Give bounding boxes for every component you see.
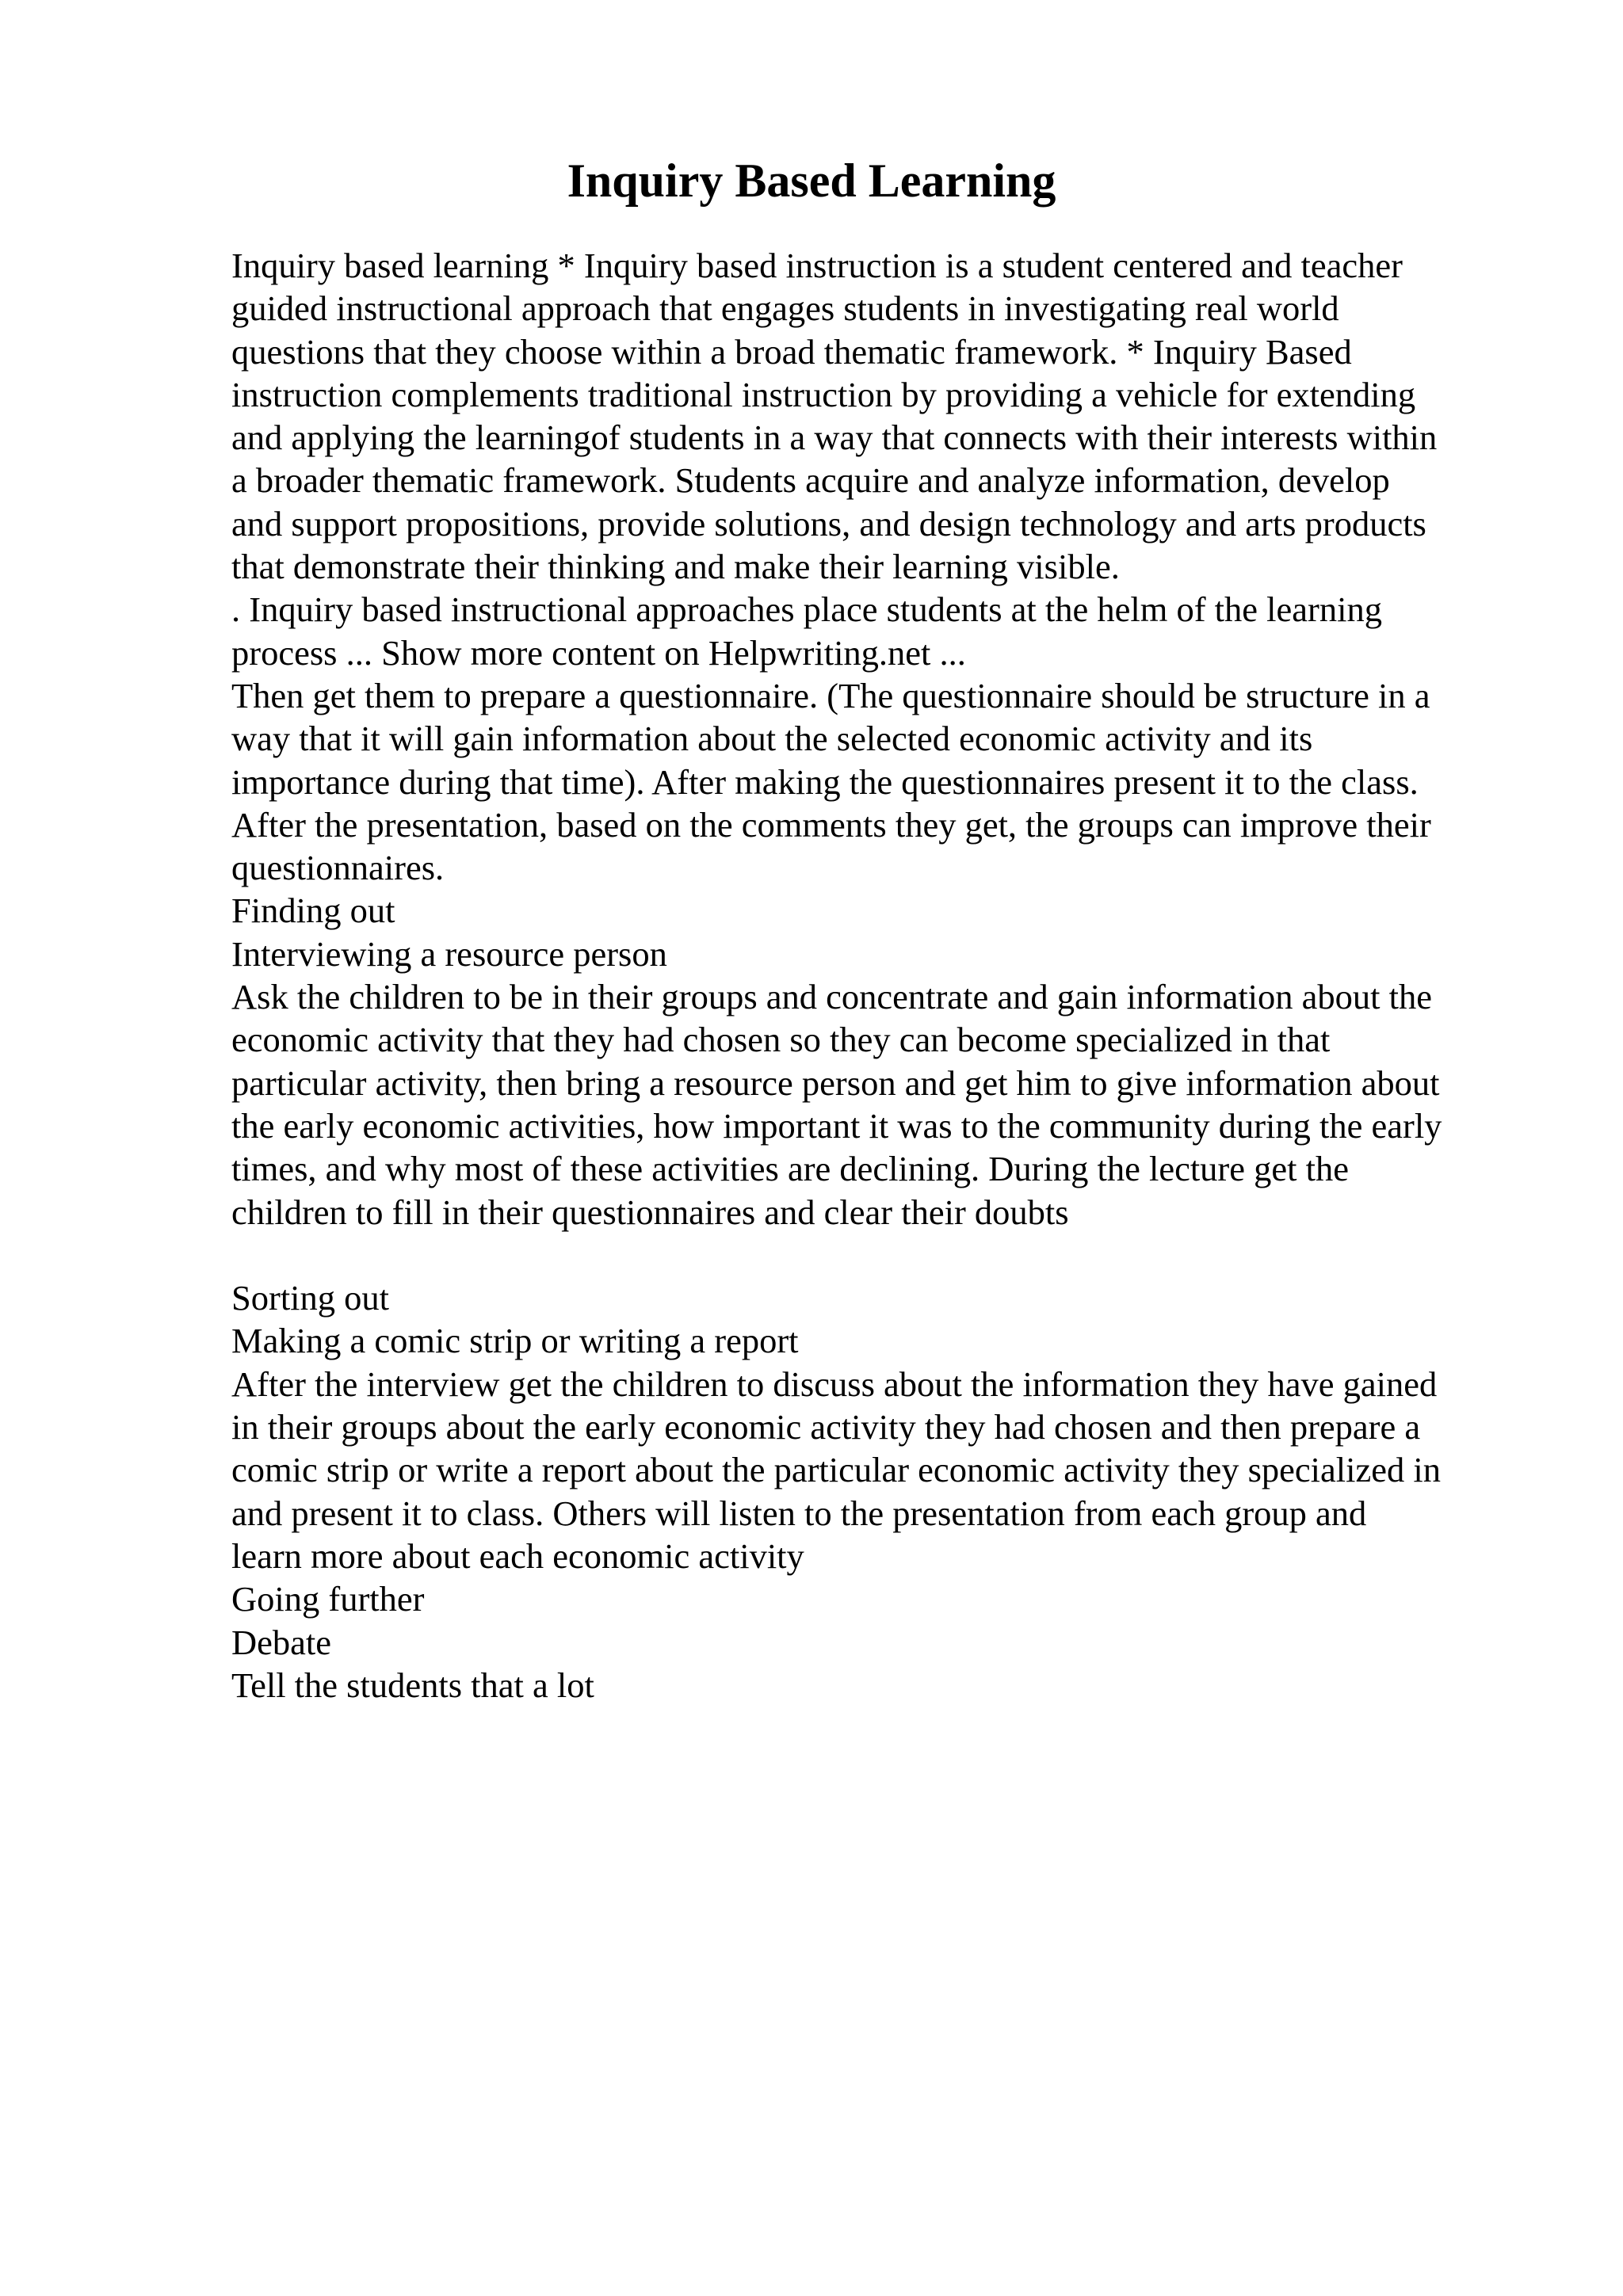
- text-line: the early economic activities, how important it was to the community during the early: [231, 1105, 1442, 1146]
- text-line: Tell the students that a lot: [231, 1665, 594, 1705]
- text-line: learn more about each economic activity: [231, 1535, 804, 1576]
- text-line: Finding out: [231, 891, 395, 931]
- blank-line: [231, 1234, 1531, 1276]
- text-line: importance during that time). After making the questionnaires present it to the class.: [231, 761, 1419, 802]
- text-line: Interviewing a resource person: [231, 933, 667, 974]
- text-line: . Inquiry based instructional approaches place students at the helm of the learning: [231, 589, 1382, 630]
- text-line: After the interview get the children to discuss about the information they have gained: [231, 1363, 1438, 1404]
- text-line: questions that they choose within a broad thematic framework. * Inquiry Based: [231, 331, 1352, 372]
- text-line: Inquiry based learning * Inquiry based instruction is a student centered and teacher: [231, 246, 1403, 285]
- text-line: particular activity, then bring a resource person and get him to give information about: [231, 1062, 1440, 1103]
- text-line: Ask the children to be in their groups and concentrate and gain information about the: [231, 977, 1433, 1017]
- text-line: process ... Show more content on Helpwriting.net ...: [231, 632, 966, 673]
- text-line: way that it will gain information about the selected economic activity and its: [231, 719, 1313, 759]
- text-line: Then get them to prepare a questionnaire. (The questionnaire should be structure in a: [231, 675, 1430, 715]
- text-line: and applying the learningof students in a way that connects with their interests within: [231, 418, 1438, 458]
- text-line: Sorting out: [231, 1278, 390, 1318]
- text-line: times, and why most of these activities are declining. During the lecture get the: [231, 1149, 1349, 1189]
- text-line: Making a comic strip or writing a report: [231, 1321, 799, 1361]
- text-line: economic activity that they had chosen so they can become specialized in that: [231, 1020, 1331, 1060]
- document-body: [231, 244, 1531, 1707]
- text-line: and support propositions, provide solutions, and design technology and arts products: [231, 503, 1426, 543]
- text-line: instruction complements traditional instruction by providing a vehicle for extending: [231, 374, 1416, 414]
- page-title: Inquiry Based Learning: [567, 154, 1056, 207]
- text-line: children to fill in their questionnaires and clear their doubts: [231, 1192, 1069, 1232]
- text-line: that demonstrate their thinking and make their learning visible.: [231, 547, 1120, 587]
- text-line: in their groups about the early economic activity they had chosen and then prepare a: [231, 1407, 1421, 1447]
- text-line: guided instructional approach that engages students in investigating real world: [231, 288, 1339, 329]
- text-line: comic strip or write a report about the particular economic activity they specialized in: [231, 1450, 1442, 1490]
- text-line: a broader thematic framework. Students acquire and analyze information, develop: [231, 460, 1390, 501]
- text-line: and present it to class. Others will listen to the presentation from each group and: [231, 1493, 1367, 1533]
- text-line: questionnaires.: [231, 848, 445, 888]
- text-line: Debate: [231, 1622, 332, 1662]
- text-line: After the presentation, based on the comments they get, the groups can improve their: [231, 804, 1431, 845]
- text-line: Going further: [231, 1579, 425, 1619]
